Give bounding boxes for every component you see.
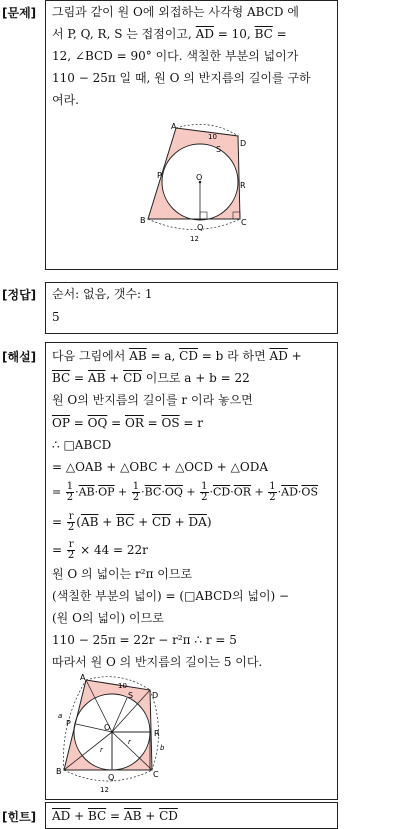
solution-line-10: 원 O 의 넓이는 r²π 이므로 bbox=[52, 567, 193, 581]
fig2-label-R: R bbox=[154, 729, 160, 738]
fig1-label-A: A bbox=[171, 122, 177, 131]
solution-label: [해설] bbox=[2, 350, 37, 364]
problem-line-3: 12, ∠BCD = 90° 이다. 색칠한 부분의 넓이가 bbox=[52, 49, 299, 63]
fig2-label-r: r bbox=[100, 746, 103, 754]
fig2-label-O: O bbox=[104, 723, 111, 732]
fig2-label-B: B bbox=[56, 767, 62, 776]
problem-line-4: 110 − 25π 일 때, 원 O 의 반지름의 길이를 구하 bbox=[52, 71, 311, 85]
solution-line-12: (원 O의 넓이) 이므로 bbox=[52, 611, 164, 625]
fig1-label-R: R bbox=[240, 181, 246, 190]
fig2-label-b: b bbox=[160, 744, 165, 752]
fig2-label-Q: Q bbox=[108, 773, 115, 782]
answer-line-2: 5 bbox=[52, 310, 60, 324]
problem-label: [문제] bbox=[2, 6, 37, 20]
fig2-bottom-length: 12 bbox=[100, 786, 109, 794]
fig2-label-A: A bbox=[80, 674, 86, 682]
fig2-label-P: P bbox=[66, 719, 71, 728]
solution-figure bbox=[56, 674, 170, 796]
fig2-label-a: a bbox=[58, 712, 63, 720]
fig2-label-D: D bbox=[152, 691, 159, 700]
problem-line-5: 여라. bbox=[52, 93, 79, 107]
problem-line-1: 그림과 같이 원 O에 외접하는 사각형 ABCD 에 bbox=[52, 5, 299, 19]
fig1-label-P: P bbox=[157, 171, 162, 180]
solution-line-5: ∴ □ABCD bbox=[52, 438, 112, 452]
fig1-label-Q: Q bbox=[197, 223, 204, 232]
fig2-top-length: 10 bbox=[118, 682, 127, 690]
fig1-label-D: D bbox=[240, 139, 247, 148]
fig2-label-C: C bbox=[153, 770, 159, 779]
solution-line-14: 따라서 원 O 의 반지름의 길이는 5 이다. bbox=[52, 655, 263, 669]
fig1-top-length: 10 bbox=[208, 133, 217, 141]
fig1-label-S: S bbox=[216, 145, 222, 154]
fig1-bottom-length: 12 bbox=[190, 235, 199, 243]
fig1-label-O: O bbox=[196, 173, 203, 182]
solution-line-3: 원 O의 반지름의 길이를 r 이라 놓으면 bbox=[52, 393, 253, 407]
fig2-label-r2: r bbox=[128, 738, 131, 746]
fig1-label-B: B bbox=[140, 216, 146, 225]
fig2-label-S: S bbox=[128, 691, 134, 700]
answer-label: [정답] bbox=[2, 288, 37, 302]
solution-line-8: = $\frac{r}{2}$ $(\overline{AB} + \overline{BC} + \overline{CD} + \overline{DA})$ bbox=[52, 511, 212, 533]
solution-line-2: $\overline{BC} = \overline{AB} + \overline{CD}$ 이므로 a + b = 22 bbox=[52, 371, 250, 385]
hint-label: [힌트] bbox=[2, 810, 37, 824]
solution-line-7: = $\frac{1}{2}$ $\cdot\overline{AB}\cdot\overline{OP}$ + $\frac{1}{2}$ $\cdot\overline{BC}\cdot\overline{OQ}$ + $\frac{1}{2}$ $\cdot\overline{CD}\cdot\overline{OR}$ + $\frac{1}{2}$ $\cdot\overline{AD}\cdot\overline{OS}$ bbox=[52, 481, 318, 503]
solution-line-13: 110 − 25π = 22r − r²π ∴ r = 5 bbox=[52, 633, 237, 647]
solution-line-1: 다음 그림에서 $\overline{AB} = a$, $\overline{CD} = b$ 라 하면 $\overline{AD}$ + bbox=[52, 349, 302, 363]
problem-line-2: 서 P, Q, R, S 는 접점이고, $\overline{AD} = 10$, $\overline{BC}$ = bbox=[52, 27, 287, 41]
solution-line-4: $\overline{OP} = \overline{OQ} = \overline{OR} = \overline{OS} = r$ bbox=[52, 416, 204, 430]
hint-line: $\overline{AD} + \overline{BC} = \overline{AB} + \overline{CD}$ bbox=[52, 809, 178, 823]
solution-line-9: = $\frac{r}{2}$ × 44 = 22r bbox=[52, 539, 148, 561]
solution-line-6: = △OAB + △OBC + △OCD + △ODA bbox=[52, 460, 268, 474]
answer-line-1: 순서: 없음, 갯수: 1 bbox=[52, 287, 153, 301]
problem-figure bbox=[140, 122, 252, 244]
fig1-label-C: C bbox=[241, 218, 247, 227]
solution-line-11: (색칠한 부분의 넓이) = (□ABCD의 넓이) − bbox=[52, 589, 290, 603]
